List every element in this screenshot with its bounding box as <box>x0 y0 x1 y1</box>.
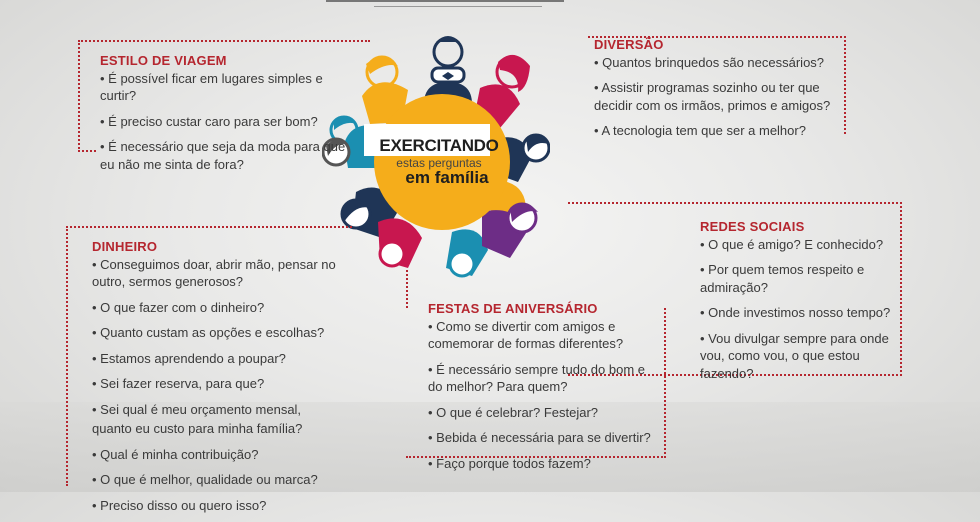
diversao-item: • Quantos brinquedos são necessários? <box>594 54 825 70</box>
dinheiro-item: • Sei qual é meu orçamento mensal, <box>92 401 302 417</box>
top-divider-secondary <box>374 6 542 7</box>
dinheiro-item: • Qual é minha contribuição? <box>92 446 259 462</box>
diversao-item: • Assistir programas sozinho ou ter que decidir com os irmãos, primos e amigos? <box>594 80 831 113</box>
redes-item: • O que é amigo? E conhecido? <box>700 236 884 252</box>
person-bottom-teal-icon <box>446 229 488 276</box>
person-bottom-crimson-icon <box>378 218 422 268</box>
redes-item: • Vou divulgar sempre para onde vou, como vou, o que estou fazendo? <box>700 330 889 381</box>
redes-sociais-box <box>700 218 895 390</box>
center-title-line2: estas perguntas <box>396 156 482 170</box>
redes-title: REDES SOCIAIS <box>700 219 805 234</box>
estilo-title: ESTILO DE VIAGEM <box>100 53 227 68</box>
dinheiro-item: • O que fazer com o dinheiro? <box>92 299 265 315</box>
top-divider <box>326 0 564 2</box>
dinheiro-box <box>92 238 342 522</box>
estilo-dotted-bottom <box>78 150 96 152</box>
estilo-item: • É possível ficar em lugares simples e curtir? <box>100 70 323 103</box>
dinheiro-item: • Quanto custam as opções e escolhas? <box>92 325 325 340</box>
center-title-line1: EXERCITANDO <box>379 136 499 155</box>
diversao-item: • A tecnologia tem que ser a melhor? <box>594 123 806 138</box>
dinheiro-title: DINHEIRO <box>92 239 158 254</box>
estilo-de-viagem-box <box>100 52 350 181</box>
festas-item: • O que é celebrar? Festejar? <box>428 404 599 420</box>
dinheiro-item: • Preciso disso ou quero isso? <box>92 497 267 513</box>
festas-item: • É necessário sempre tudo do bom e do melhor? Para quem? <box>428 361 646 394</box>
festas-title: FESTAS DE ANIVERSÁRIO <box>428 301 598 316</box>
dinheiro-item: • Conseguimos doar, abrir mão, pensar no outro, sermos generosos? <box>92 256 336 289</box>
diversao-title: DIVERSÃO <box>594 37 664 52</box>
person-bottom-right-purple-icon <box>482 203 538 258</box>
diversao-box <box>594 36 834 148</box>
festas-item: • Faço porque todos fazem? <box>428 455 591 471</box>
dinheiro-item: • Estamos aprendendo a poupar? <box>92 350 286 366</box>
festas-dotted-connector <box>406 270 408 308</box>
dinheiro-item: quanto eu custo para minha família? <box>92 421 303 436</box>
dinheiro-item: • Sei fazer reserva, para que? <box>92 376 265 391</box>
redes-item: • Onde investimos nosso tempo? <box>700 305 891 320</box>
center-title-line3: em família <box>405 168 489 187</box>
festas-item: • Bebida é necessária para se divertir? <box>428 430 651 445</box>
dinheiro-item: • O que é melhor, qualidade ou marca? <box>92 472 318 487</box>
festas-item: • Como se divertir com amigos e comemorar de formas diferentes? <box>428 318 624 351</box>
estilo-item: • É preciso custar caro para ser bom? <box>100 113 318 129</box>
redes-item: • Por quem temos respeito e admiração? <box>700 262 865 295</box>
center-title-block <box>364 124 514 194</box>
estilo-item: • É necessário que seja da moda para que eu não me sinta de fora? <box>100 139 346 172</box>
